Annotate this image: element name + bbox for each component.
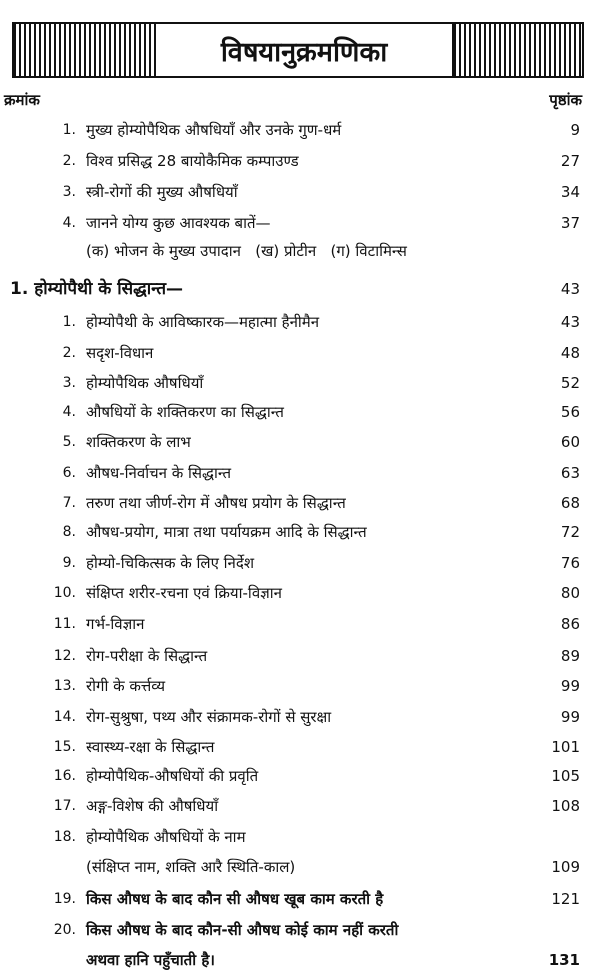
list-item (0, 643, 600, 669)
page-column-header: पृष्ठांक (549, 91, 582, 109)
item-title: मुख्य होम्योपैथिक औषधियाँ और उनके गुण-धर्म (86, 121, 342, 139)
item-title: संक्षिप्त शरीर-रचना एवं क्रिया-विज्ञान (86, 584, 282, 602)
item-subtitle: (संक्षिप्त नाम, शक्ति आरै स्थिति-काल) (86, 858, 296, 876)
item-title: होम्योपैथिक औषधियाँ (86, 374, 204, 392)
item-number: 15. (53, 739, 76, 755)
item-number: 1. (62, 314, 76, 330)
item-title: औषधियों के शक्तिकरण का सिद्धान्त (86, 403, 284, 421)
item-page: 56 (560, 403, 580, 421)
item-number: 14. (53, 709, 76, 725)
list-item (0, 148, 600, 174)
list-item (0, 580, 600, 606)
item-subtitle: अथवा हानि पहुँचाती है। (86, 951, 215, 969)
section-heading (0, 276, 600, 302)
list-item (0, 824, 600, 850)
list-item (0, 611, 600, 637)
item-page: 43 (560, 313, 580, 331)
list-item (0, 886, 600, 912)
list-item (0, 673, 600, 699)
item-number: 1. (62, 122, 76, 138)
item-number: 2. (62, 345, 76, 361)
item-title: अङ्ग-विशेष की औषधियाँ (86, 797, 219, 815)
list-item (0, 519, 600, 545)
item-title: स्वास्थ्य-रक्षा के सिद्धान्त (86, 738, 215, 756)
item-title: होम्योपैथिक औषधियों के नाम (86, 828, 246, 846)
list-item (0, 179, 600, 205)
item-number: 5. (62, 434, 76, 450)
item-number: 2. (62, 153, 76, 169)
item-page: 109 (551, 858, 580, 876)
item-title: स्त्री-रोगों की मुख्य औषधियाँ (86, 183, 238, 201)
item-number: 6. (62, 465, 76, 481)
list-item (0, 429, 600, 455)
item-title: रोग-परीक्षा के सिद्धान्त (86, 647, 208, 665)
item-page: 9 (570, 121, 580, 139)
item-title: गर्भ-विज्ञान (86, 615, 145, 633)
item-page: 101 (551, 738, 580, 756)
item-number: 19. (53, 891, 76, 907)
list-item (0, 399, 600, 425)
list-item-subline (0, 854, 600, 880)
list-item (0, 734, 600, 760)
item-page: 99 (560, 708, 580, 726)
item-number: 20. (53, 922, 76, 938)
item-title: औषध-प्रयोग, मात्रा तथा पर्यायक्रम आदि के सिद्धान्त (86, 523, 367, 541)
section-title: 1. होम्योपैथी के सिद्धान्त— (10, 279, 184, 299)
item-title: होम्योपैथी के आविष्कारक—महात्मा हैनीमैन (86, 313, 320, 331)
item-page: 99 (560, 677, 580, 695)
item-number: 18. (53, 829, 76, 845)
item-subtitle: (क) भोजन के मुख्य उपादान (ख) प्रोटीन (ग) विटामिन्स (86, 242, 407, 260)
item-number: 4. (62, 404, 76, 420)
item-title: विश्व प्रसिद्ध 28 बायोकैमिक कम्पाउण्ड (86, 152, 299, 170)
item-title: शक्तिकरण के लाभ (86, 433, 191, 451)
item-title: किस औषध के बाद कौन-सी औषध कोई काम नहीं करती (86, 921, 399, 939)
item-number: 12. (53, 648, 76, 664)
section-page: 43 (560, 280, 580, 298)
item-page: 68 (560, 494, 580, 512)
item-number: 13. (53, 678, 76, 694)
item-page: 80 (560, 584, 580, 602)
item-page: 37 (560, 214, 580, 232)
item-number: 9. (62, 555, 76, 571)
item-number: 17. (53, 798, 76, 814)
item-page: 34 (560, 183, 580, 201)
item-page: 76 (560, 554, 580, 572)
item-title: रोगी के कर्त्तव्य (86, 677, 166, 695)
item-title: औषध-निर्वाचन के सिद्धान्त (86, 464, 232, 482)
item-number: 11. (53, 616, 76, 632)
list-item (0, 763, 600, 789)
item-number: 3. (62, 375, 76, 391)
list-item (0, 550, 600, 576)
list-item (0, 917, 600, 943)
item-page: 105 (551, 767, 580, 785)
item-page: 48 (560, 344, 580, 362)
list-item (0, 490, 600, 516)
item-number: 10. (53, 585, 76, 601)
item-title: होम्योपैथिक-औषधियों की प्रवृति (86, 767, 259, 785)
item-page: 89 (560, 647, 580, 665)
list-item (0, 309, 600, 335)
item-page: 72 (560, 523, 580, 541)
list-item-subline (0, 947, 600, 973)
list-item (0, 117, 600, 143)
item-title: जानने योग्य कुछ आवश्यक बातें— (86, 214, 271, 232)
item-page: 131 (548, 951, 580, 969)
list-item (0, 793, 600, 819)
item-title: सदृश-विधान (86, 344, 154, 362)
item-number: 7. (62, 495, 76, 511)
item-title: रोग-सुश्रुषा, पथ्य और संक्रामक-रोगों से सुरक्षा (86, 708, 332, 726)
item-page: 60 (560, 433, 580, 451)
item-page: 121 (551, 890, 580, 908)
item-page: 86 (560, 615, 580, 633)
item-page: 27 (560, 152, 580, 170)
list-item (0, 704, 600, 730)
item-title: होम्यो-चिकित्सक के लिए निर्देश (86, 554, 255, 572)
title-banner (12, 22, 584, 78)
item-page: 63 (560, 464, 580, 482)
item-number: 3. (62, 184, 76, 200)
item-number: 16. (53, 768, 76, 784)
item-page: 108 (551, 797, 580, 815)
item-number: 4. (62, 215, 76, 231)
item-page: 52 (560, 374, 580, 392)
item-title: किस औषध के बाद कौन सी औषध खूब काम करती है (86, 890, 384, 908)
list-item (0, 460, 600, 486)
list-item-subline (0, 238, 600, 264)
list-item (0, 340, 600, 366)
left-hatch-pattern (14, 24, 154, 76)
item-title: तरुण तथा जीर्ण-रोग में औषध प्रयोग के सिद्धान्त (86, 494, 346, 512)
page-title: विषयानुक्रमणिका (154, 24, 454, 76)
item-number: 8. (62, 524, 76, 540)
serial-column-header: क्रमांक (4, 91, 40, 109)
list-item (0, 210, 600, 236)
list-item (0, 370, 600, 396)
right-hatch-pattern (454, 24, 582, 76)
